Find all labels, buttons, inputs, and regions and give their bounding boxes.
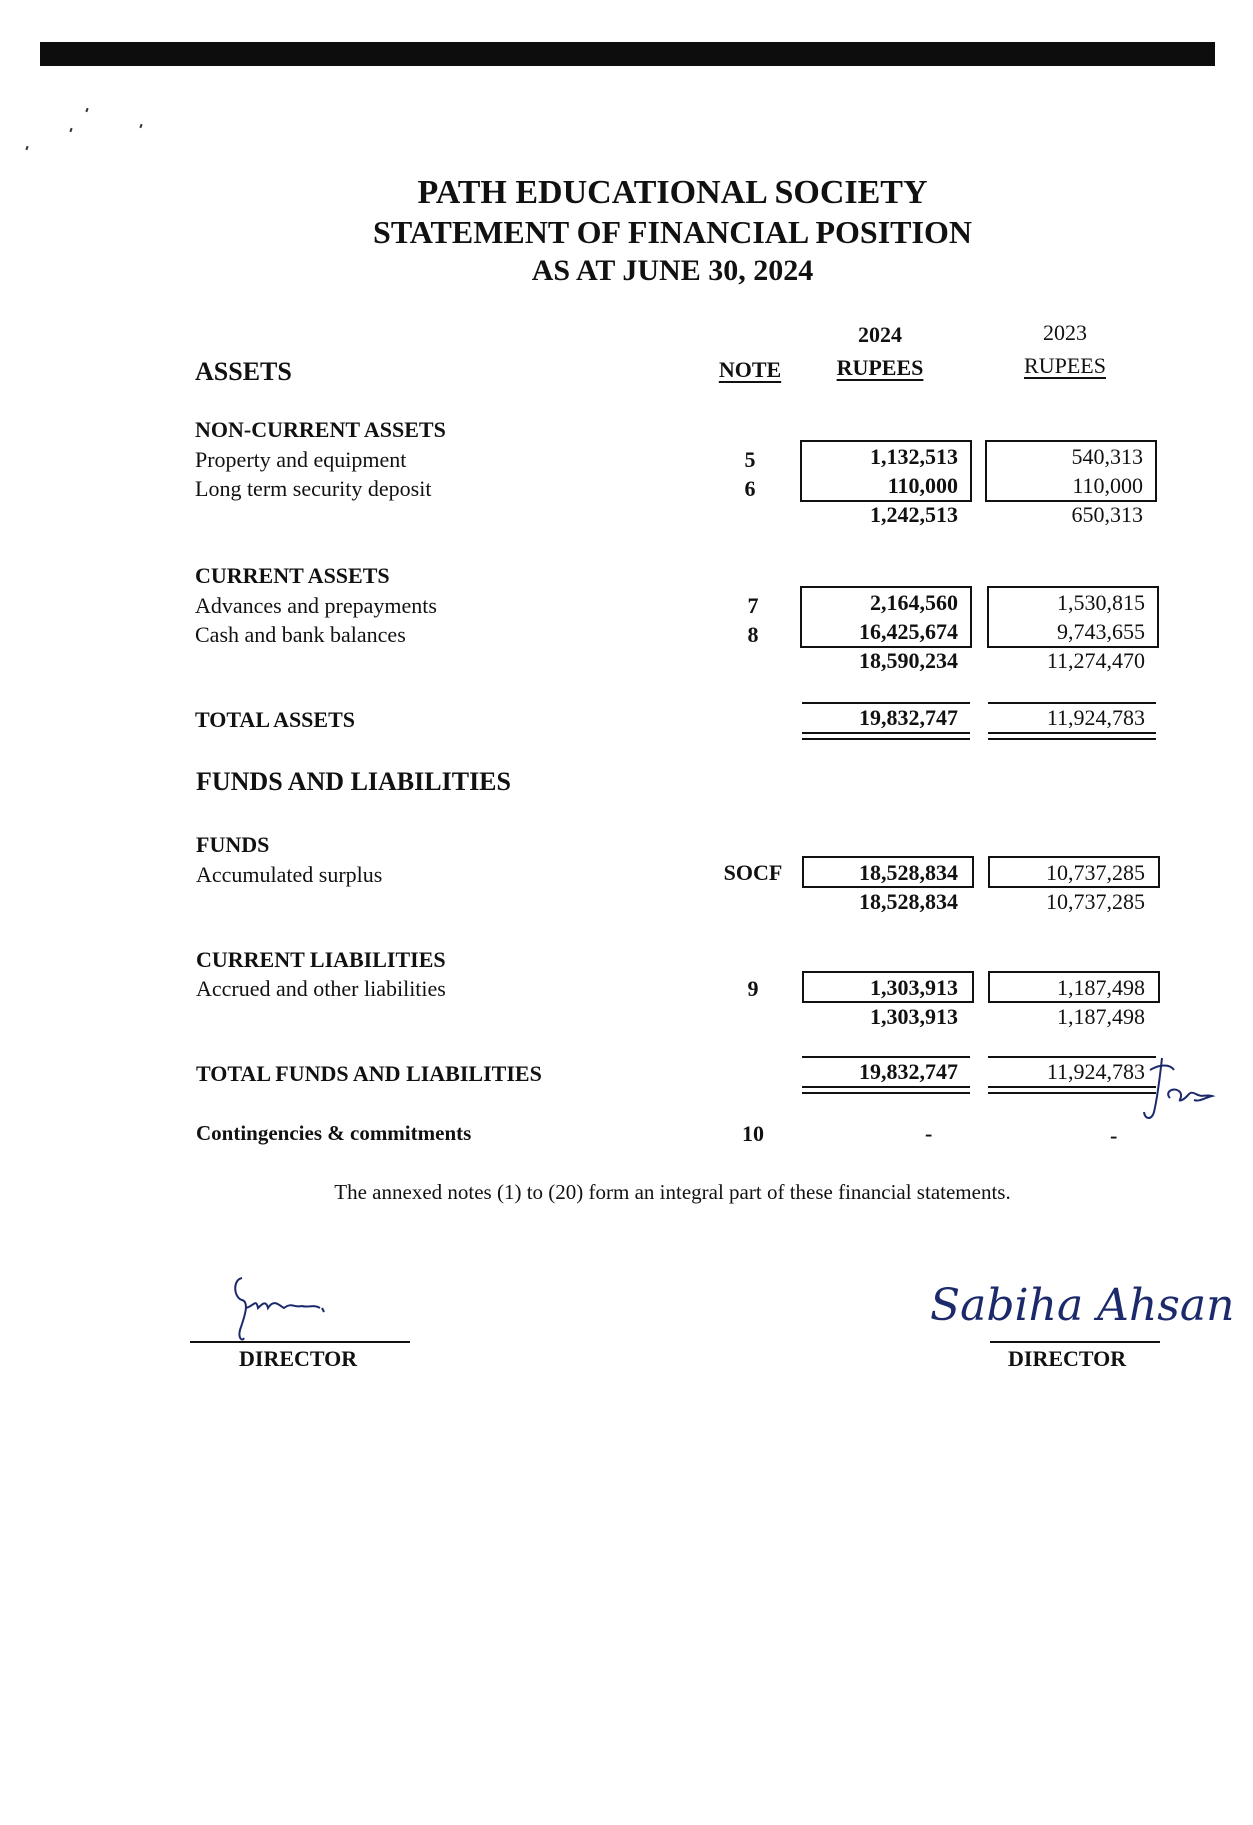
value-2023: 1,530,815 [1057, 590, 1145, 615]
double-underline [988, 732, 1156, 740]
col-year-2024: 2024 [858, 322, 902, 347]
contingencies-label: Contingencies & commitments [196, 1121, 472, 1145]
double-underline [988, 1086, 1156, 1094]
row-note: 9 [747, 976, 759, 1001]
col-year-2023: 2023 [1043, 320, 1087, 345]
value-2024: 18,528,834 [859, 860, 958, 885]
value-2024: 2,164,560 [870, 590, 958, 615]
row-label: Property and equipment [195, 447, 407, 472]
value-2024: 16,425,674 [859, 619, 958, 644]
initials-signature [1140, 1050, 1220, 1125]
row-label: Accrued and other liabilities [196, 976, 446, 1001]
row-label: Accumulated surplus [196, 862, 383, 887]
scan-speck [85, 108, 88, 112]
total-funds-2024: 19,832,747 [859, 1059, 958, 1084]
value-2023: 540,313 [1071, 444, 1143, 469]
subtotal-2023: 11,274,470 [1046, 648, 1145, 673]
col-unit-2024: RUPEES [836, 355, 924, 380]
assets-heading: ASSETS [195, 357, 292, 386]
double-underline [802, 1086, 970, 1094]
right-signature-name: Sabiha Ahsan [930, 1280, 1235, 1331]
subtotal-2023: 650,313 [1071, 502, 1143, 527]
col-unit-2023: RUPEES [1024, 353, 1106, 378]
scan-speck [25, 146, 28, 150]
top-scan-bar [40, 42, 1215, 66]
current-liabilities-heading: CURRENT LIABILITIES [196, 947, 446, 972]
organization-title: PATH EDUCATIONAL SOCIETY [417, 174, 928, 211]
row-label: Long term security deposit [195, 476, 432, 501]
total-assets-2024: 19,832,747 [859, 705, 958, 730]
subtotal-2024: 1,242,513 [870, 502, 958, 527]
subtotal-2023: 10,737,285 [1046, 889, 1145, 914]
row-note: 7 [747, 593, 759, 618]
total-rule-top [802, 702, 970, 704]
value-2024: 110,000 [887, 473, 958, 498]
value-2023: 9,743,655 [1057, 619, 1145, 644]
value-2024: 1,132,513 [870, 444, 958, 469]
row-note: 8 [747, 622, 759, 647]
subtotal-2024: 18,528,834 [859, 889, 958, 914]
value-2023: 10,737,285 [1046, 860, 1145, 885]
total-assets-label: TOTAL ASSETS [195, 707, 356, 732]
row-note: SOCF [723, 860, 783, 885]
left-director-title: DIRECTOR [239, 1346, 358, 1371]
note-heading: NOTE [718, 357, 782, 382]
scan-speck [69, 128, 72, 132]
value-2023: 1,187,498 [1057, 975, 1145, 1000]
subtotal-2023: 1,187,498 [1057, 1004, 1145, 1029]
subtotal-2024: 18,590,234 [859, 648, 958, 673]
row-label: Cash and bank balances [195, 622, 406, 647]
total-rule-top [988, 702, 1156, 704]
noncurrent-heading: NON-CURRENT ASSETS [195, 417, 446, 442]
funds-liabilities-heading: FUNDS AND LIABILITIES [196, 767, 511, 796]
left-signature [228, 1268, 338, 1348]
right-signature-line [990, 1341, 1160, 1343]
total-funds-2023: 11,924,783 [1046, 1059, 1145, 1084]
row-note: 5 [744, 447, 756, 472]
left-signature-line [190, 1341, 410, 1343]
subtotal-2024: 1,303,913 [870, 1004, 958, 1029]
contingencies-2024: - [925, 1121, 933, 1146]
row-note: 6 [744, 476, 756, 501]
double-underline [802, 732, 970, 740]
contingencies-2023: - [1110, 1123, 1118, 1148]
statement-date: AS AT JUNE 30, 2024 [531, 254, 814, 287]
right-director-title: DIRECTOR [1008, 1346, 1127, 1371]
row-label: Advances and prepayments [195, 593, 437, 618]
total-rule-top [988, 1056, 1156, 1058]
statement-title: STATEMENT OF FINANCIAL POSITION [373, 214, 972, 250]
footnote: The annexed notes (1) to (20) form an integral part of these financial statements. [334, 1180, 1011, 1204]
scan-speck [139, 124, 142, 128]
current-assets-heading: CURRENT ASSETS [195, 563, 390, 588]
total-assets-2023: 11,924,783 [1046, 705, 1145, 730]
value-2024: 1,303,913 [870, 975, 958, 1000]
row-note: 10 [742, 1121, 764, 1146]
value-2023: 110,000 [1072, 473, 1143, 498]
total-funds-liabilities-label: TOTAL FUNDS AND LIABILITIES [196, 1061, 542, 1086]
total-rule-top [802, 1056, 970, 1058]
funds-heading: FUNDS [196, 832, 270, 857]
